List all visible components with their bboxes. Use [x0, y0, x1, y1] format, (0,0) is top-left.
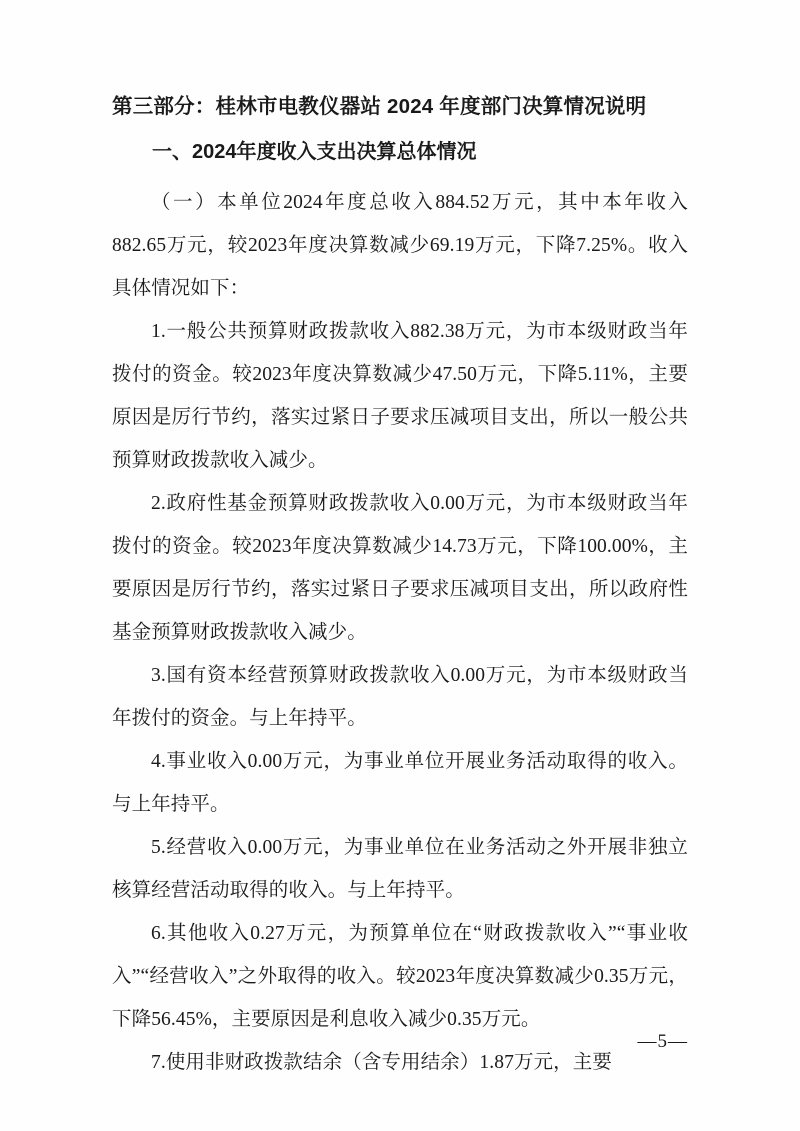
paragraph-item-3: 3.国有资本经营预算财政拨款收入0.00万元，为市本级财政当年拨付的资金。与上年持平。	[112, 664, 688, 729]
paragraph-item-2: 2.政府性基金预算财政拨款收入0.00万元，为市本级财政当年拨付的资金。较2023年度决算数减少14.73万元，下降100.00%，主要原因是厉行节约，落实过紧日子要求压减项目支出，所以政府性基金预算财政拨款收入减少。	[112, 492, 688, 643]
paragraph-item-6: 6.其他收入0.27万元，为预算单位在“财政拨款收入”“事业收入”“经营收入”之外取得的收入。较2023年度决算数减少0.35万元，下降56.45%，主要原因是利息收入减少0.35万元。	[112, 922, 688, 1030]
paragraph-item-5: 5.经营收入0.00万元，为事业单位在业务活动之外开展非独立核算经营活动取得的收入。与上年持平。	[112, 836, 688, 901]
page-number: —5—	[637, 1031, 688, 1052]
paragraph-overview: （一）本单位2024年度总收入884.52万元，其中本年收入882.65万元，较2023年度决算数减少69.19万元，下降7.25%。收入具体情况如下：	[112, 191, 688, 299]
document-body	[112, 92, 688, 1084]
paragraph-item-7: 7.使用非财政拨款结余（含专用结余）1.87万元，主要	[151, 1051, 612, 1073]
page-title: 第三部分：桂林市电教仪器站 2024 年度部门决算情况说明	[112, 95, 647, 118]
paragraph-item-4: 4.事业收入0.00万元，为事业单位开展业务活动取得的收入。与上年持平。	[112, 750, 688, 815]
paragraph-item-1: 1.一般公共预算财政拨款收入882.38万元，为市本级财政当年拨付的资金。较2023年度决算数减少47.50万元，下降5.11%，主要原因是厉行节约，落实过紧日子要求压减项目支出，所以一般公共预算财政拨款收入减少。	[112, 320, 688, 471]
section-heading: 一、2024年度收入支出决算总体情况	[152, 140, 477, 163]
